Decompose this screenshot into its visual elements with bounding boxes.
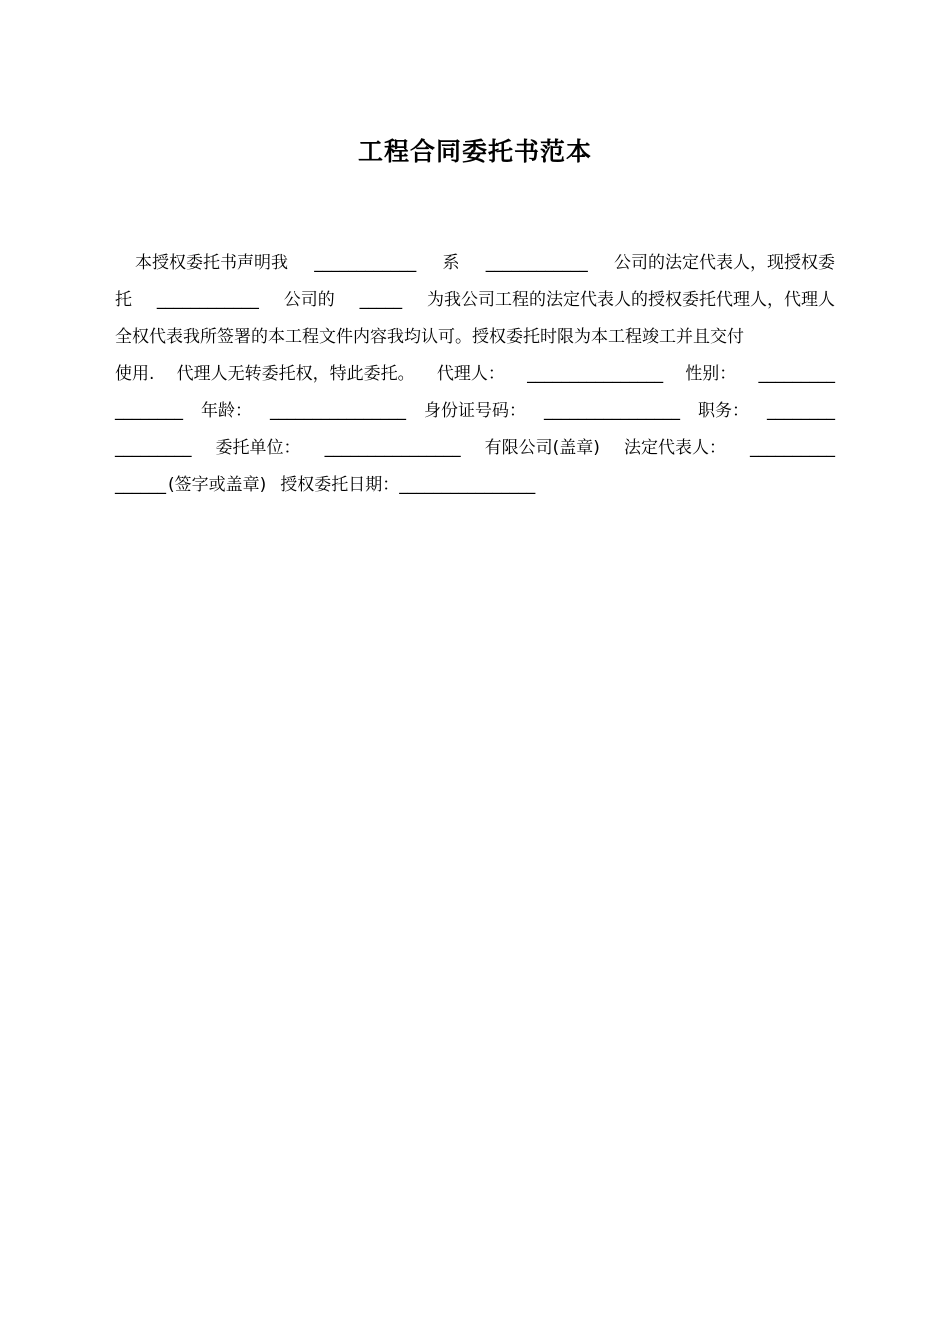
body-line-6: [115, 430, 835, 467]
body-line-7: [115, 467, 835, 504]
document-body: [115, 245, 835, 504]
document-title: 工程合同委托书范本: [357, 137, 592, 166]
blank-field: _________: [115, 438, 192, 458]
position-label: 职务：: [698, 401, 749, 421]
legal-rep-label: 法定代表人：: [623, 438, 726, 458]
body-line-2: [115, 282, 835, 319]
text-segment: 系: [442, 253, 460, 273]
text-segment: 本授权委托书声明我: [135, 253, 288, 273]
blank-field: ____________: [485, 253, 588, 273]
blank-field: ________: [115, 401, 183, 421]
agent-label: 代理人：: [436, 364, 505, 384]
text-segment: 为我公司工程的法定代表人的授权委托代理人，代理人: [427, 290, 835, 310]
text-segment: 使用.: [115, 364, 155, 384]
company-seal-text: 有限公司(盖章): [484, 438, 600, 458]
text-segment: 代理人无转委托权，特此委托。: [176, 364, 415, 384]
text-segment: 托: [115, 290, 132, 310]
body-line-1: [115, 245, 835, 282]
blank-field: ________________: [324, 438, 461, 458]
blank-field: ________________: [270, 401, 406, 421]
blank-field: ______: [115, 475, 166, 495]
blank-field: _____: [359, 290, 403, 310]
body-line-5: [115, 393, 835, 430]
blank-field: ________________: [399, 475, 536, 495]
body-line-4: [115, 356, 835, 393]
blank-field: _________: [758, 364, 835, 384]
signature-note: (签字或盖章): [168, 475, 267, 495]
age-label: 年龄：: [201, 401, 252, 421]
body-line-3: [115, 319, 835, 356]
blank-field: ____________: [314, 253, 417, 273]
blank-field: ________________: [527, 364, 664, 384]
blank-field: __________: [750, 438, 835, 458]
blank-field: ________________: [544, 401, 680, 421]
id-number-label: 身份证号码：: [424, 401, 526, 421]
blank-field: ________: [767, 401, 835, 421]
text-segment: 公司的: [283, 290, 335, 310]
gender-label: 性别：: [685, 364, 737, 384]
entrusting-unit-label: 委托单位：: [215, 438, 301, 458]
text-segment: 公司的法定代表人，现授权委: [614, 253, 835, 273]
blank-field: ____________: [156, 290, 259, 310]
authorization-date-label: 授权委托日期：: [280, 475, 400, 495]
text-segment: 全权代表我所签署的本工程文件内容我均认可。授权委托时限为本工程竣工并且交付: [115, 327, 744, 347]
